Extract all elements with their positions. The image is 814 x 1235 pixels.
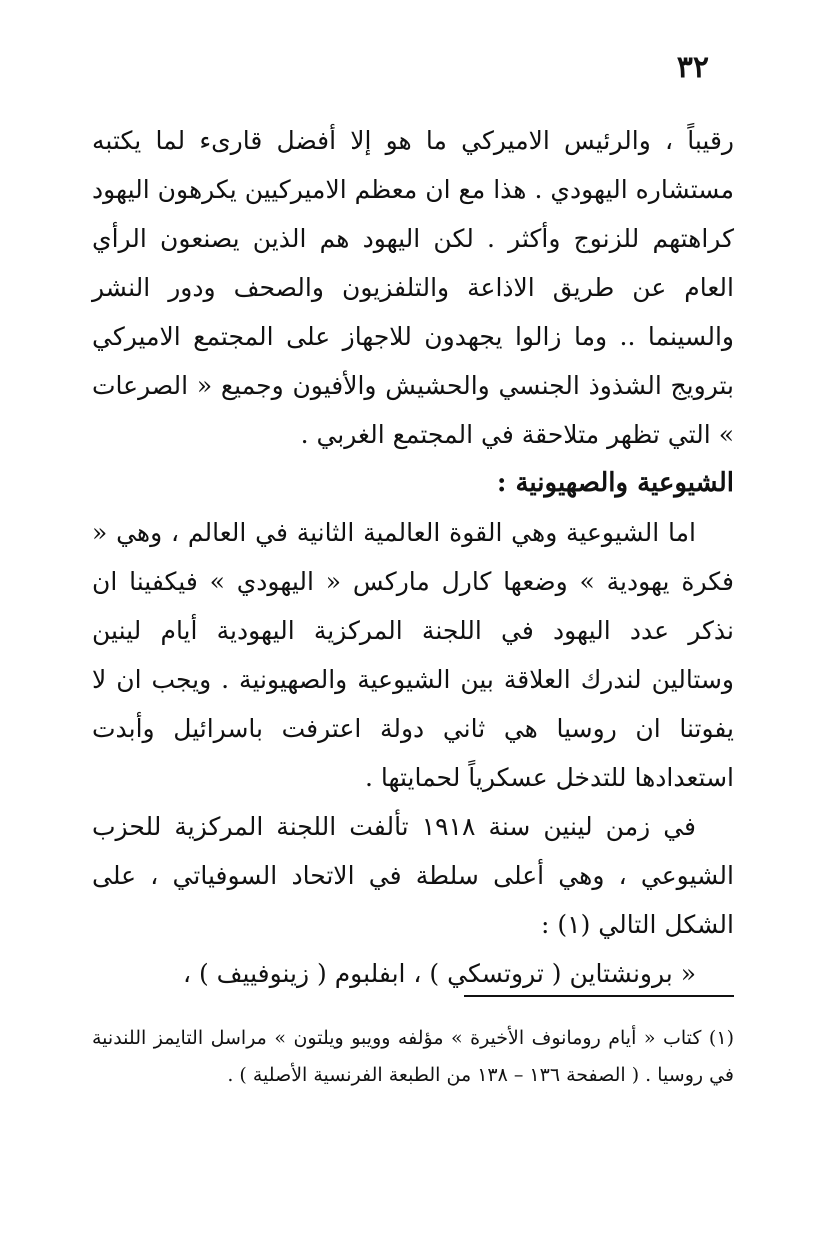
page-number: ٣٢ — [676, 50, 709, 85]
footnote-text: (١) كتاب « أيام رومانوف الأخيرة » مؤلفه وويبو ويلتون » مراسل التايمز اللندنية في روسيا . ( الصفحة ١٣٦ – ١٣٨ من الطبعة الفرنسية الأصلية ) . — [92, 1027, 734, 1086]
footnote-separator — [464, 995, 734, 997]
body-text — [92, 116, 734, 998]
paragraph-1: رقيباً ، والرئيس الاميركي ما هو إلا أفضل قارىء لما يكتبه مستشاره اليهودي . هذا مع ان معظم الاميركيين يكرهون اليهود كراهتهم للزنوج وأكثر . لكن اليهود هم الذين يصنعون الرأي العام عن طريق الاذاعة والتلفزيون والصحف ودور النشر والسينما .. وما زالوا يجهدون للاجهاز على المجتمع الاميركي بترويج الشذوذ الجنسي والحشيش والأفيون وجميع « الصرعات » التي تظهر متلاحقة في المجتمع الغربي . — [92, 126, 734, 449]
paragraph-2: اما الشيوعية وهي القوة العالمية الثانية في العالم ، وهي « فكرة يهودية » وضعها كارل ماركس « اليهودي » فيكفينا ان نذكر عدد اليهود في اللجنة المركزية اليهودية أيام لينين وستالين لندرك العلاقة بين الشيوعية والصهيونية . ويجب ان لا يفوتنا ان روسيا هي ثاني دولة اعترفت باسرائيل وأبدت استعدادها للتدخل عسكرياً لحمايتها . — [92, 518, 734, 792]
section-heading: الشيوعية والصهيونية : — [496, 468, 734, 498]
paragraph-4: « برونشتاين ( تروتسكي ) ، ابفلبوم ( زينوفييف ) ، — [182, 959, 696, 988]
footnote — [92, 1020, 734, 1094]
paragraph-3: في زمن لينين سنة ١٩١٨ تألفت اللجنة المركزية للحزب الشيوعي ، وهي أعلى سلطة في الاتحاد السوفياتي ، على الشكل التالي (١) : — [92, 812, 734, 939]
